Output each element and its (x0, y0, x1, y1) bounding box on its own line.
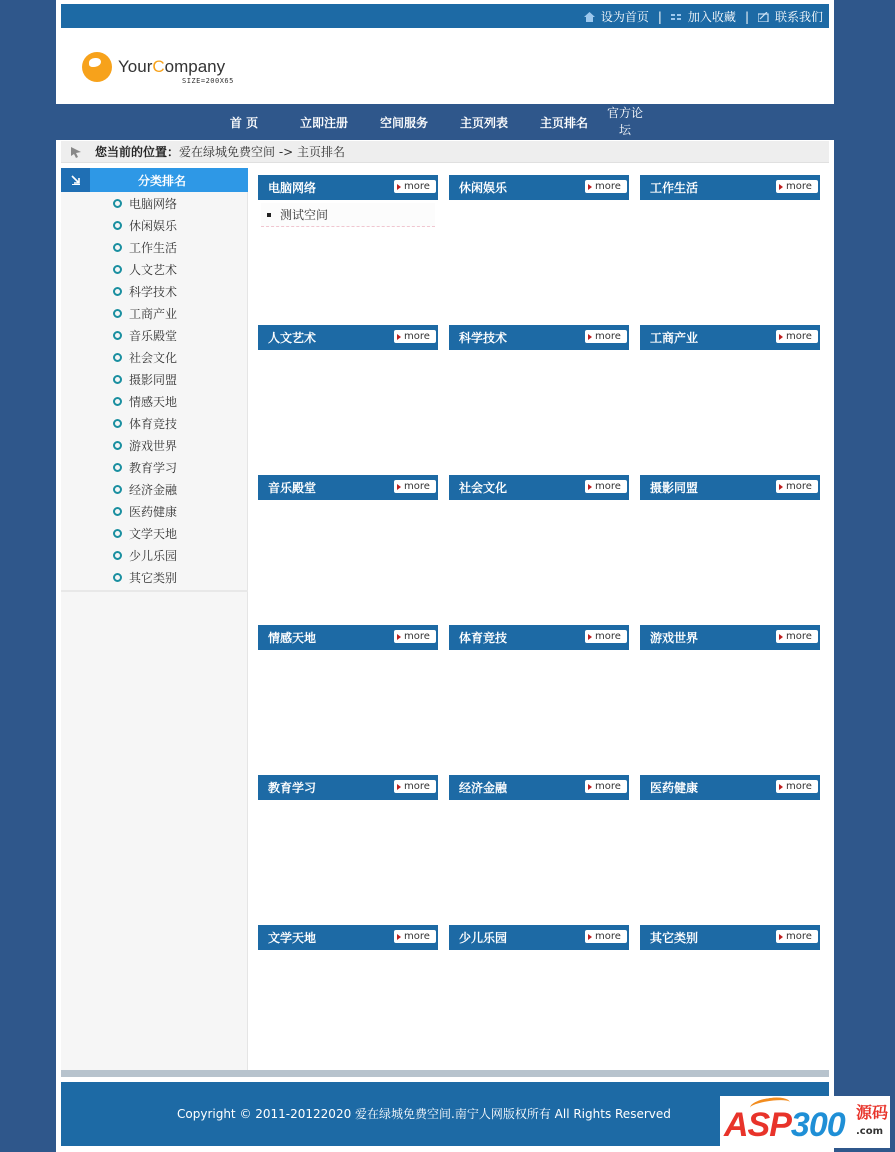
more-button[interactable]: more (585, 780, 627, 793)
sidebar-item[interactable] (61, 368, 248, 390)
sidebar-item-label: 少儿乐园 (129, 548, 178, 563)
more-button[interactable]: more (585, 330, 627, 343)
category-header (449, 925, 629, 950)
more-button[interactable]: more (394, 930, 436, 943)
circle-bullet-icon (113, 375, 122, 384)
logo-text: YourCompany (118, 57, 226, 76)
sidebar-item-label: 教育学习 (129, 460, 178, 475)
main-nav (56, 104, 834, 140)
circle-bullet-icon (113, 309, 122, 318)
category-title[interactable]: 工商产业 (650, 331, 699, 345)
circle-bullet-icon (113, 529, 122, 538)
mail-icon (758, 12, 769, 22)
sidebar-item-label: 经济金融 (129, 482, 178, 497)
top-bar (61, 4, 829, 28)
sidebar-item-label: 人文艺术 (129, 262, 178, 277)
sidebar-divider (61, 590, 248, 592)
circle-bullet-icon (113, 573, 122, 582)
page-container (56, 0, 834, 1152)
more-button[interactable]: more (394, 330, 436, 343)
sidebar-header (61, 168, 248, 192)
add-favorite-label: 加入收藏 (687, 10, 736, 24)
sidebar-item[interactable] (61, 324, 248, 346)
sidebar-item[interactable] (61, 390, 248, 412)
more-button[interactable]: more (585, 630, 627, 643)
circle-bullet-icon (113, 419, 122, 428)
circle-bullet-icon (113, 243, 122, 252)
circle-bullet-icon (113, 199, 122, 208)
circle-bullet-icon (113, 331, 122, 340)
more-button[interactable]: more (776, 330, 818, 343)
sidebar-item-label: 医药健康 (129, 504, 178, 519)
copyright-text: Copyright © 2011-20122020 爱在绿城免费空间.南宁人网版权所有 All Rights Reserved (177, 1107, 671, 1121)
top-links (584, 8, 823, 25)
footer (61, 1082, 829, 1146)
category-header (258, 775, 438, 800)
category-header (640, 625, 820, 650)
more-button[interactable]: more (394, 180, 436, 193)
sidebar-item[interactable] (61, 456, 248, 478)
footer-divider (61, 1070, 829, 1077)
category-header (258, 475, 438, 500)
category-title[interactable]: 经济金融 (459, 781, 508, 795)
category-title[interactable]: 音乐殿堂 (268, 481, 317, 495)
top-separator: | (657, 9, 662, 24)
nav-home[interactable]: 首 页 (229, 115, 259, 130)
category-header (449, 175, 629, 200)
more-button[interactable]: more (776, 480, 818, 493)
nav-forum[interactable]: 官方论坛 (606, 106, 643, 137)
more-button[interactable]: more (585, 930, 627, 943)
sidebar-item-label: 摄影同盟 (129, 372, 178, 387)
circle-bullet-icon (113, 353, 122, 362)
sidebar-item-label: 工作生活 (129, 240, 178, 255)
category-title[interactable]: 教育学习 (268, 781, 317, 795)
category-title[interactable]: 其它类别 (650, 931, 699, 945)
sidebar-item[interactable] (61, 500, 248, 522)
sidebar-item-label: 体育竞技 (129, 416, 178, 431)
nav-space-service[interactable]: 空间服务 (379, 115, 428, 130)
contact-us-label: 联系我们 (774, 10, 823, 24)
circle-bullet-icon (113, 397, 122, 406)
add-favorite-link[interactable] (671, 8, 736, 25)
sidebar-item[interactable] (61, 478, 248, 500)
breadcrumb-label: 您当前的位置： (95, 145, 180, 159)
more-button[interactable]: more (776, 630, 818, 643)
category-header (449, 475, 629, 500)
category-title[interactable]: 医药健康 (650, 781, 699, 795)
category-header (449, 775, 629, 800)
nav-homepage-rank[interactable]: 主页排名 (539, 115, 588, 130)
sidebar-item-label: 工商产业 (129, 306, 178, 321)
circle-bullet-icon (113, 485, 122, 494)
sidebar-item[interactable] (61, 192, 248, 214)
pointer-icon (69, 146, 83, 158)
arrow-down-right-icon (61, 168, 90, 192)
logo-size-text: SIZE=200X65 (182, 77, 234, 85)
sidebar-item-label: 游戏世界 (129, 438, 178, 453)
sidebar-item[interactable] (61, 214, 248, 236)
breadcrumb-path: 爱在绿城免费空间 -> 主页排名 (179, 145, 346, 159)
company-logo[interactable] (82, 52, 242, 88)
category-title[interactable]: 文学天地 (268, 931, 317, 945)
category-header (449, 325, 629, 350)
circle-bullet-icon (113, 221, 122, 230)
top-separator: | (744, 9, 749, 24)
sidebar-item-label: 社会文化 (129, 350, 178, 365)
sidebar-list (61, 192, 248, 588)
category-header (640, 925, 820, 950)
sidebar-item[interactable] (61, 258, 248, 280)
sidebar-item-label: 科学技术 (129, 284, 178, 299)
category-header (640, 475, 820, 500)
sidebar-item[interactable] (61, 434, 248, 456)
watermark-com: .com (856, 1126, 884, 1137)
home-icon (584, 12, 595, 22)
category-title[interactable]: 社会文化 (459, 481, 508, 495)
category-title[interactable]: 电脑网络 (268, 181, 317, 195)
sidebar-item-label: 文学天地 (129, 526, 178, 541)
bookmark-icon (671, 12, 682, 22)
more-button[interactable]: more (394, 480, 436, 493)
category-title[interactable]: 体育竞技 (459, 631, 508, 645)
more-button[interactable]: more (585, 480, 627, 493)
more-button[interactable]: more (394, 630, 436, 643)
category-header (258, 625, 438, 650)
sidebar-item-label: 休闲娱乐 (129, 218, 178, 233)
sidebar-item[interactable] (61, 566, 248, 588)
category-title[interactable]: 工作生活 (650, 181, 699, 195)
more-button[interactable]: more (585, 180, 627, 193)
more-button[interactable]: more (776, 780, 818, 793)
category-header (449, 625, 629, 650)
category-header (258, 325, 438, 350)
watermark-cn: 源码 (856, 1103, 889, 1122)
category-title[interactable]: 人文艺术 (268, 331, 317, 345)
more-button[interactable]: more (776, 180, 818, 193)
sidebar-item-label: 电脑网络 (129, 196, 178, 211)
circle-bullet-icon (113, 287, 122, 296)
sidebar (61, 168, 248, 1070)
circle-bullet-icon (113, 441, 122, 450)
category-title[interactable]: 科学技术 (459, 331, 508, 345)
sidebar-item[interactable] (61, 236, 248, 258)
sidebar-item-label: 情感天地 (129, 394, 178, 409)
square-bullet-icon (267, 213, 271, 217)
category-title[interactable]: 少儿乐园 (459, 931, 508, 945)
circle-bullet-icon (113, 551, 122, 560)
set-homepage-link[interactable] (584, 8, 649, 25)
more-button[interactable]: more (776, 930, 818, 943)
circle-bullet-icon (113, 507, 122, 516)
sidebar-item[interactable] (61, 346, 248, 368)
circle-bullet-icon (113, 463, 122, 472)
sidebar-item[interactable] (61, 522, 248, 544)
sidebar-item-label: 音乐殿堂 (129, 328, 178, 343)
category-title[interactable]: 情感天地 (268, 631, 317, 645)
list-item-label: 测试空间 (280, 208, 329, 222)
sidebar-item[interactable] (61, 412, 248, 434)
circle-bullet-icon (113, 265, 122, 274)
asp300-watermark-logo (720, 1096, 890, 1148)
category-title[interactable]: 游戏世界 (650, 631, 699, 645)
breadcrumb (61, 141, 829, 163)
category-header (640, 175, 820, 200)
category-header (258, 925, 438, 950)
sidebar-item[interactable] (61, 544, 248, 566)
sidebar-item-label: 其它类别 (129, 570, 178, 585)
globe-icon (82, 52, 112, 82)
more-button[interactable]: more (394, 780, 436, 793)
category-header (258, 175, 438, 200)
category-header (640, 775, 820, 800)
category-title[interactable]: 摄影同盟 (650, 481, 699, 495)
nav-homepage-list[interactable]: 主页列表 (459, 115, 508, 130)
watermark-text: ASP300 (724, 1106, 845, 1144)
category-title[interactable]: 休闲娱乐 (459, 181, 508, 195)
set-homepage-label: 设为首页 (600, 10, 649, 24)
nav-register[interactable]: 立即注册 (299, 115, 348, 130)
contact-us-link[interactable] (758, 8, 823, 25)
sidebar-item[interactable] (61, 280, 248, 302)
list-item[interactable] (261, 203, 435, 227)
category-header (640, 325, 820, 350)
sidebar-title: 分类排名 (137, 173, 186, 188)
sidebar-item[interactable] (61, 302, 248, 324)
